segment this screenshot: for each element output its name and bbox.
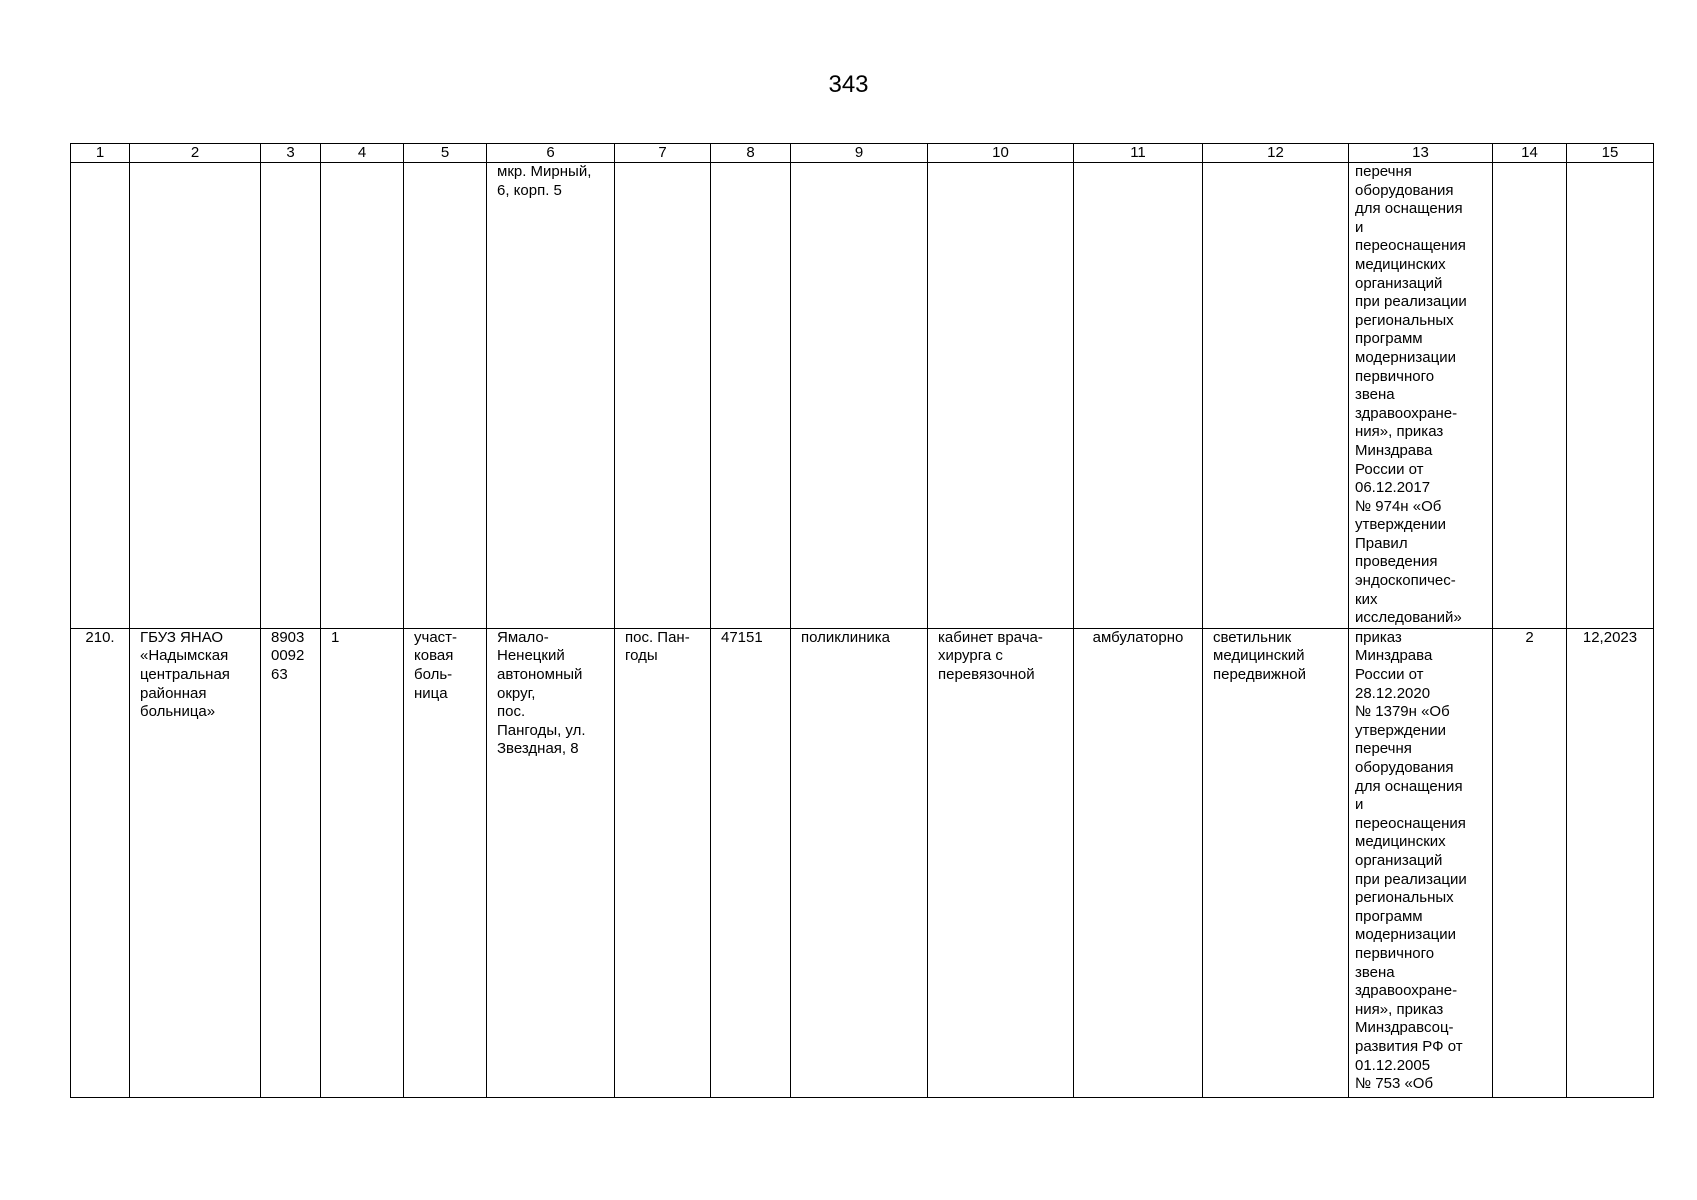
cell-line: переоснащения xyxy=(1355,237,1466,255)
cell-line: утверждении xyxy=(1355,721,1447,739)
cell-line: автономный xyxy=(497,666,583,684)
cell-line: оборудования xyxy=(1355,181,1454,199)
cell-care-form xyxy=(1074,163,1203,629)
cell-line: мкр. Мирный, xyxy=(497,163,592,180)
cell-line: поликлиника xyxy=(801,628,891,646)
cell-line: программ xyxy=(1355,907,1423,925)
cell-line: 1 xyxy=(331,628,340,646)
column-number: 6 xyxy=(487,144,615,163)
cell-line: ГБУЗ ЯНАО xyxy=(140,628,224,646)
cell-line: программ xyxy=(1355,330,1423,348)
cell-facility-type xyxy=(404,163,487,629)
cell-line: оборудования xyxy=(1355,759,1454,776)
cell-line: Правил xyxy=(1355,534,1408,552)
cell-number xyxy=(71,628,130,1097)
cell-settlement xyxy=(615,628,711,1097)
cell-settlement xyxy=(615,163,711,629)
page-number: 343 xyxy=(828,71,869,98)
cell-equipment xyxy=(1203,628,1349,1097)
column-number: 2 xyxy=(130,144,261,163)
cell-unit xyxy=(791,628,928,1097)
cell-equipment xyxy=(1203,163,1349,629)
cell-code xyxy=(261,628,321,1097)
cell-line: модернизации xyxy=(1355,926,1456,944)
cell-count xyxy=(321,163,404,629)
cell-line: медицинских xyxy=(1355,833,1446,851)
cell-line: России от xyxy=(1355,460,1424,478)
cell-line: развития РФ от xyxy=(1355,1037,1463,1055)
cell-unit xyxy=(791,163,928,629)
cell-line: модернизации xyxy=(1355,348,1456,366)
cell-line: передвижной xyxy=(1213,666,1306,684)
cell-organization xyxy=(130,628,261,1097)
cell-oktmo xyxy=(711,163,791,629)
cell-quantity xyxy=(1493,163,1567,629)
cell-line: пос. xyxy=(497,703,526,721)
table-row xyxy=(71,628,1654,1097)
cell-line: первичного xyxy=(1355,367,1435,385)
column-number: 9 xyxy=(791,144,928,163)
cell-organization xyxy=(130,163,261,629)
cell-line: звена xyxy=(1355,386,1395,404)
cell-count xyxy=(321,628,404,1097)
cell-line: Минздрава xyxy=(1355,441,1433,459)
cell-line: 28.12.2020 xyxy=(1355,684,1431,702)
column-number: 8 xyxy=(711,144,791,163)
cell-line: медицинский xyxy=(1213,647,1305,665)
cell-line: ния», приказ xyxy=(1355,423,1444,441)
cell-line: 47151 xyxy=(721,628,763,646)
cell-line: 01.12.2005 xyxy=(1355,1056,1431,1074)
cell-line: организаций xyxy=(1355,274,1443,292)
cell-line: амбулаторно xyxy=(1092,628,1184,646)
column-number: 12 xyxy=(1203,144,1349,163)
column-number: 3 xyxy=(261,144,321,163)
cell-line: кабинет врача- xyxy=(938,628,1043,646)
cell-line: ковая xyxy=(414,647,454,665)
cell-line: № 753 «Об xyxy=(1355,1075,1434,1093)
cell-line: перечня xyxy=(1355,163,1412,180)
column-number: 14 xyxy=(1493,144,1567,163)
cell-line: ния», приказ xyxy=(1355,1000,1444,1018)
cell-line: № 1379н «Об xyxy=(1355,703,1450,721)
table-row xyxy=(71,163,1654,629)
cell-line: исследований» xyxy=(1355,609,1462,627)
column-number: 11 xyxy=(1074,144,1203,163)
cell-quantity xyxy=(1493,628,1567,1097)
cell-line: проведения xyxy=(1355,553,1438,571)
cell-line: 210. xyxy=(85,628,115,646)
cell-line: России от xyxy=(1355,666,1424,684)
cell-line: при реализации xyxy=(1355,870,1467,888)
cell-line: светильник xyxy=(1213,628,1292,646)
cell-line: для оснащения xyxy=(1355,200,1463,218)
cell-line: ких xyxy=(1355,590,1378,608)
cell-line: переоснащения xyxy=(1355,814,1466,832)
document-table xyxy=(70,143,1654,1098)
cell-line: центральная xyxy=(140,666,230,684)
cell-line: 06.12.2017 xyxy=(1355,479,1431,497)
cell-line: Звездная, 8 xyxy=(497,740,579,758)
cell-address xyxy=(487,163,615,629)
cell-line: ница xyxy=(414,684,448,702)
cell-line: боль- xyxy=(414,666,453,684)
cell-line: здравоохране- xyxy=(1355,982,1458,1000)
cell-number xyxy=(71,163,130,629)
column-number: 15 xyxy=(1567,144,1654,163)
cell-line: Ненецкий xyxy=(497,647,565,665)
cell-line: Минздрава xyxy=(1355,647,1433,665)
cell-line: и xyxy=(1355,796,1364,814)
cell-line: 8903 xyxy=(271,628,305,646)
cell-line: годы xyxy=(625,647,658,665)
cell-line: эндоскопичес- xyxy=(1355,572,1456,590)
column-number-row xyxy=(71,144,1654,163)
column-number: 5 xyxy=(404,144,487,163)
cell-line: при реализации xyxy=(1355,293,1467,311)
column-number: 7 xyxy=(615,144,711,163)
cell-line: № 974н «Об xyxy=(1355,497,1442,515)
cell-line: хирурга с xyxy=(938,647,1003,665)
cell-room xyxy=(928,163,1074,629)
cell-room xyxy=(928,628,1074,1097)
cell-line: Ямало- xyxy=(497,628,549,646)
cell-line: первичного xyxy=(1355,944,1435,962)
cell-line: региональных xyxy=(1355,889,1454,907)
cell-legal-basis xyxy=(1349,628,1493,1097)
cell-line: районная xyxy=(140,684,207,702)
cell-legal-basis xyxy=(1349,163,1493,629)
cell-line: участ- xyxy=(414,628,458,646)
cell-line: 0092 xyxy=(271,647,305,665)
column-number: 10 xyxy=(928,144,1074,163)
cell-line: «Надымская xyxy=(140,647,229,665)
cell-line: 6, корп. 5 xyxy=(497,181,562,199)
cell-line: 63 xyxy=(271,666,288,684)
cell-code xyxy=(261,163,321,629)
column-number: 1 xyxy=(71,144,130,163)
cell-line: звена xyxy=(1355,963,1395,981)
cell-line: пос. Пан- xyxy=(625,628,690,646)
cell-address xyxy=(487,628,615,1097)
cell-line: медицинских xyxy=(1355,255,1446,273)
cell-line: 12,2023 xyxy=(1582,628,1638,646)
cell-care-form xyxy=(1074,628,1203,1097)
cell-line: для оснащения xyxy=(1355,777,1463,795)
cell-facility-type xyxy=(404,628,487,1097)
cell-oktmo xyxy=(711,628,791,1097)
cell-line: Пангоды, ул. xyxy=(497,721,586,739)
column-number: 4 xyxy=(321,144,404,163)
cell-line: здравоохране- xyxy=(1355,404,1458,422)
cell-line: 2 xyxy=(1525,628,1534,646)
cell-line: больница» xyxy=(140,703,216,721)
cell-line: перечня xyxy=(1355,740,1412,758)
cell-line: Минздравсоц- xyxy=(1355,1019,1454,1037)
cell-date xyxy=(1567,163,1654,629)
cell-line: организаций xyxy=(1355,851,1443,869)
cell-line: утверждении xyxy=(1355,516,1447,534)
cell-line: приказ xyxy=(1355,628,1402,646)
cell-line: региональных xyxy=(1355,311,1454,329)
cell-date xyxy=(1567,628,1654,1097)
cell-line: округ, xyxy=(497,684,536,702)
column-number: 13 xyxy=(1349,144,1493,163)
cell-line: и xyxy=(1355,218,1364,236)
cell-line: перевязочной xyxy=(938,666,1035,684)
